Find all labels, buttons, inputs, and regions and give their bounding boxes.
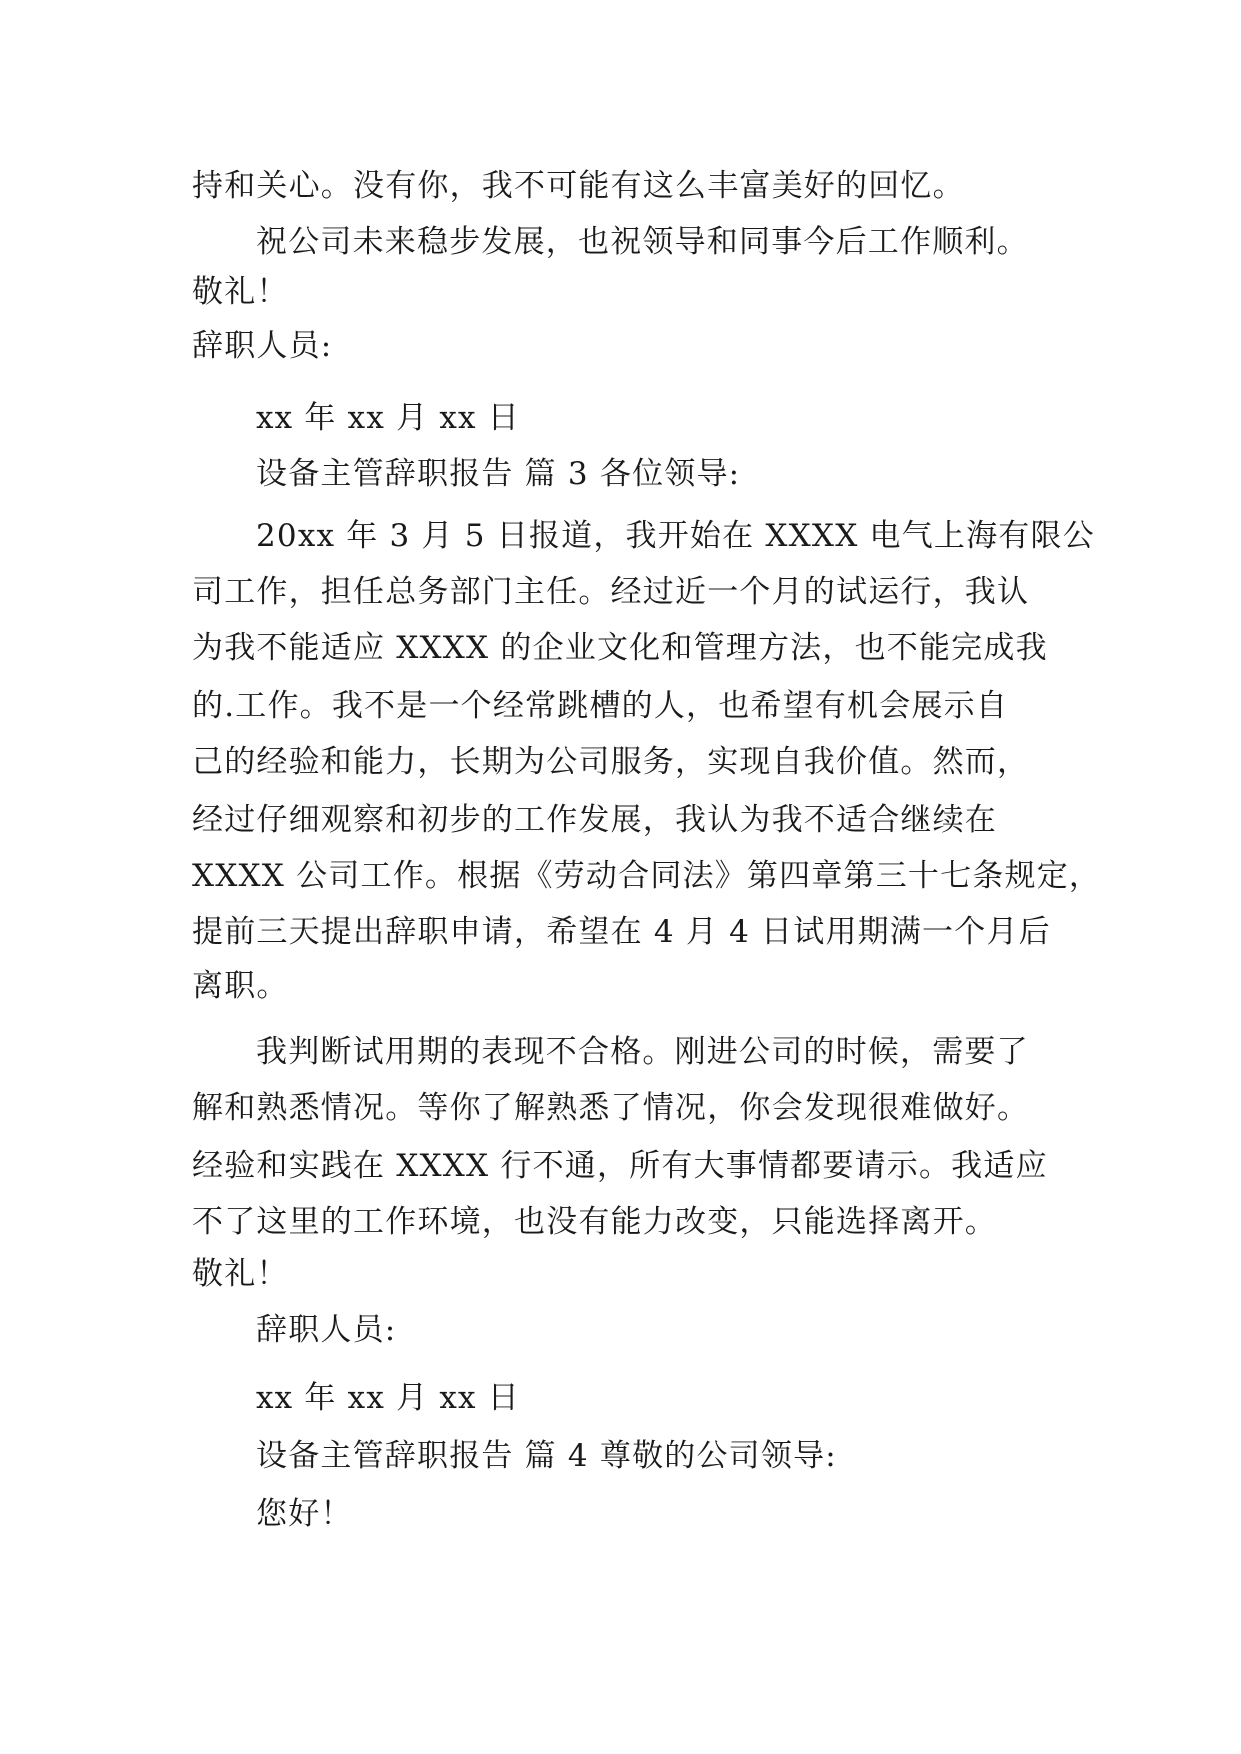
text-line: 离职。 bbox=[192, 968, 289, 1004]
text-line: 的.工作。我不是一个经常跳槽的人，也希望有机会展示自 bbox=[192, 688, 1009, 724]
text-line: XXXX 公司工作。根据《劳动合同法》第四章第三十七条规定， bbox=[192, 858, 1102, 894]
text-line: 不了这里的工作环境，也没有能力改变，只能选择离开。 bbox=[192, 1204, 997, 1240]
signature-label: 辞职人员: bbox=[256, 1312, 397, 1348]
text-line: 经验和实践在 XXXX 行不通，所有大事情都要请示。我适应 bbox=[192, 1148, 1048, 1184]
text-line: 经过仔细观察和初步的工作发展，我认为我不适合继续在 bbox=[192, 802, 997, 838]
text-line: 我判断试用期的表现不合格。刚进公司的时候，需要了 bbox=[256, 1034, 1029, 1070]
text-line: 持和关心。没有你，我不可能有这么丰富美好的回忆。 bbox=[192, 168, 965, 204]
section-heading: 设备主管辞职报告 篇 4 尊敬的公司领导: bbox=[256, 1438, 837, 1474]
text-line: 己的经验和能力，长期为公司服务，实现自我价值。然而， bbox=[192, 744, 1030, 780]
date-line: xx 年 xx 月 xx 日 bbox=[256, 1380, 520, 1416]
text-line: 解和熟悉情况。等你了解熟悉了情况，你会发现很难做好。 bbox=[192, 1090, 1030, 1126]
section-heading: 设备主管辞职报告 篇 3 各位领导: bbox=[256, 456, 741, 492]
greeting: 您好！ bbox=[256, 1496, 353, 1532]
text-line: 20xx 年 3 月 5 日报道，我开始在 XXXX 电气上海有限公 bbox=[256, 518, 1095, 554]
date-line: xx 年 xx 月 xx 日 bbox=[256, 400, 520, 436]
text-line: 提前三天提出辞职申请，希望在 4 月 4 日试用期满一个月后 bbox=[192, 914, 1051, 950]
closing-salutation: 敬礼！ bbox=[192, 1256, 289, 1292]
text-line: 司工作，担任总务部门主任。经过近一个月的试运行，我认 bbox=[192, 574, 1030, 610]
text-line: 祝公司未来稳步发展，也祝领导和同事今后工作顺利。 bbox=[256, 224, 1029, 260]
signature-label: 辞职人员: bbox=[192, 328, 333, 364]
closing-salutation: 敬礼！ bbox=[192, 274, 289, 310]
text-line: 为我不能适应 XXXX 的企业文化和管理方法，也不能完成我 bbox=[192, 630, 1048, 666]
